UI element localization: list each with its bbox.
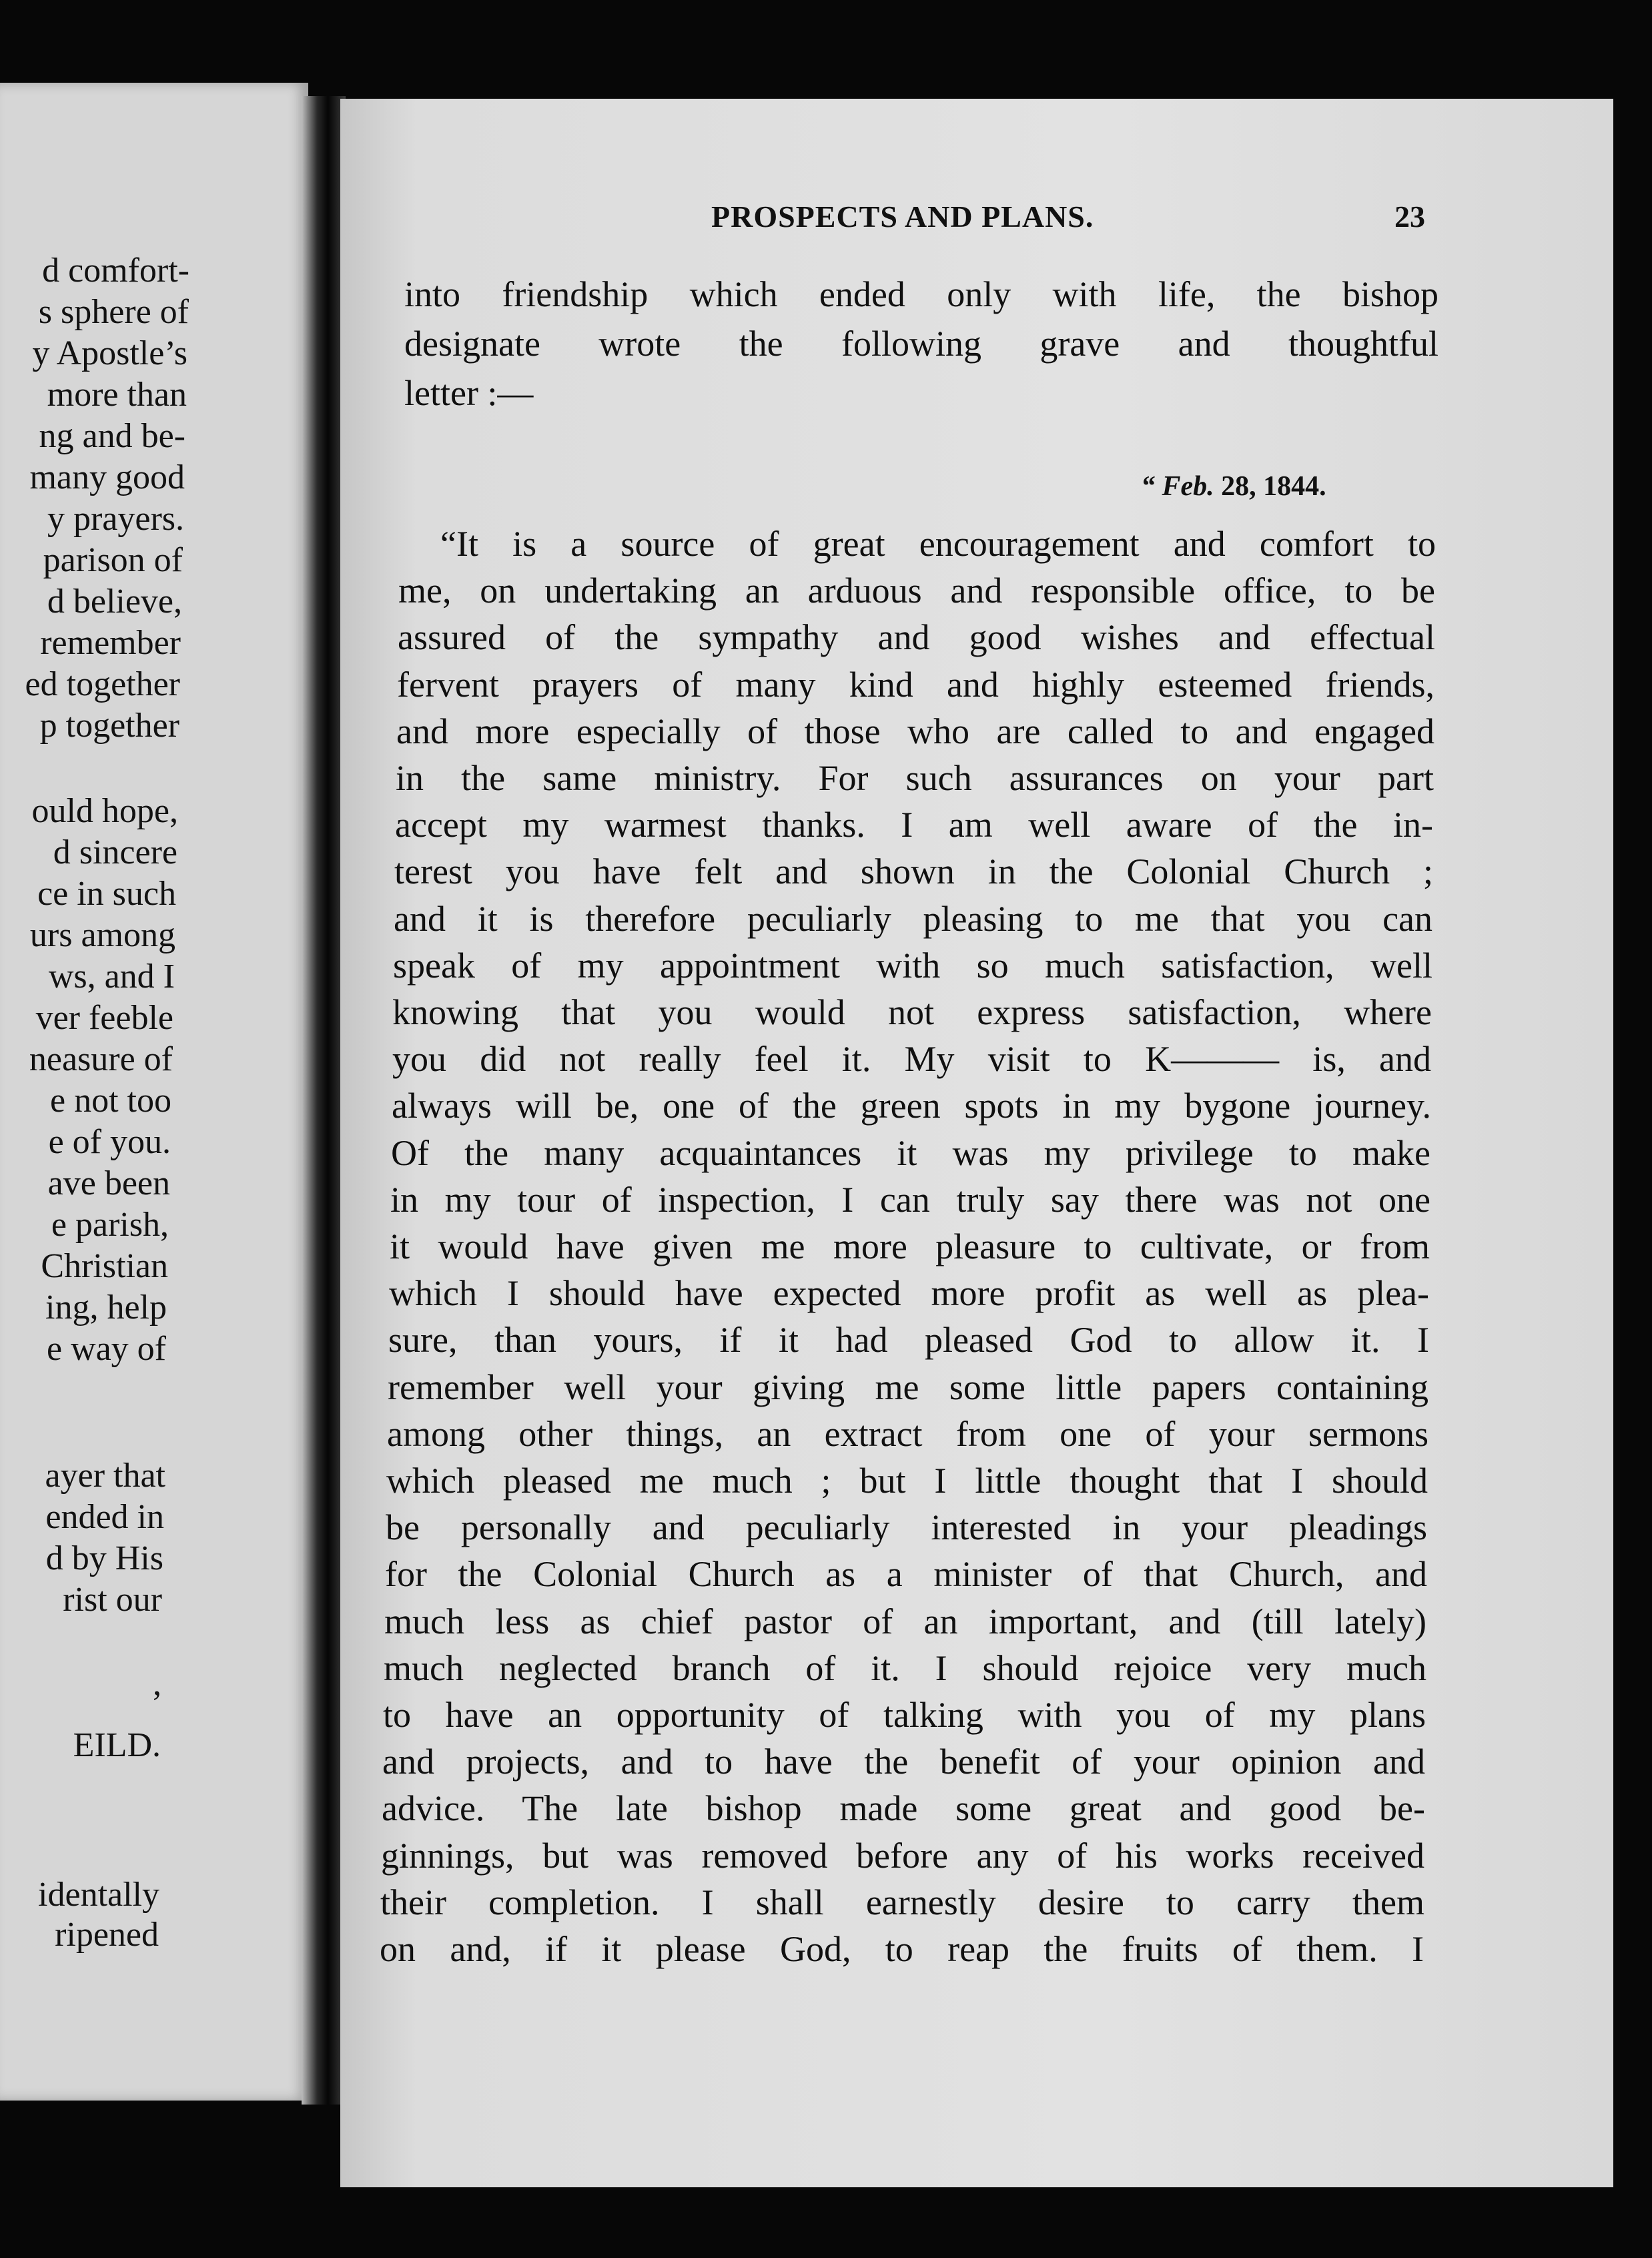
left-page-line: y Apostle’s [32,334,187,372]
left-page-line: more than [47,376,187,414]
letter-line: much neglected branch of it. I should rejoice very much [384,1648,1426,1688]
left-page-line: parison of [43,541,183,579]
left-page-line: s sphere of [38,293,189,331]
left-page-line: p together [39,707,179,745]
letter-line: advice. The late bishop made some great and good be- [382,1788,1425,1828]
left-page-line: e parish, [51,1206,169,1244]
left-page-line: ayer that [45,1457,165,1495]
left-page-line: EILD. [73,1726,161,1764]
left-page-line: d sincere [53,833,177,871]
letter-line: and it is therefore peculiarly pleasing to me that you can [394,899,1432,939]
letter-line: me, on undertaking an arduous and responsible office, to be [398,571,1435,611]
left-page-line: ripened [55,1916,159,1954]
letter-line: and projects, and to have the benefit of your opinion and [382,1742,1425,1782]
letter-line: Of the many acquaintances it was my privilege to make [391,1133,1430,1173]
left-page-line: identally [38,1876,159,1914]
left-page-line: d by His [45,1539,163,1577]
letter-line: remember well your giving me some little papers containing [388,1367,1428,1407]
letter-line: to have an opportunity of talking with you of my plans [383,1695,1426,1735]
left-page-line: e way of [46,1330,166,1368]
letter-line: in my tour of inspection, I can truly say there was not one [390,1180,1430,1220]
letter-line: always will be, one of the green spots in my bygone journey. [392,1086,1431,1126]
left-page-line: ng and be- [39,417,185,455]
letter-line: speak of my appointment with so much satisfaction, well [393,946,1432,986]
letter-line: which I should have expected more profit as well as plea- [389,1273,1429,1313]
left-page-line: , [153,1665,161,1703]
letter-line: and more especially of those who are called to and engaged [396,711,1434,751]
left-page-line: ed together [25,665,180,703]
letter-line: their completion. I shall earnestly desire to carry them [380,1882,1424,1922]
letter-line: “It is a source of great encouragement and comfort to [440,524,1436,564]
letter-line: it would have given me more pleasure to cultivate, or from [390,1226,1430,1266]
left-page-line: d comfort- [42,252,189,290]
letter-line: much less as chief pastor of an important, and (till lately) [384,1601,1426,1641]
book-gutter [302,96,346,2105]
main-page [340,99,1613,2187]
intro-line: into friendship which ended only with life, the bishop [404,274,1438,314]
letter-line: fervent prayers of many kind and highly esteemed friends, [397,665,1434,705]
letter-line: accept my warmest thanks. I am well aware of the in- [395,805,1433,845]
intro-line: designate wrote the following grave and thoughtful [404,324,1438,364]
left-page-line: remember [40,624,181,662]
left-page-line: ended in [45,1498,164,1536]
left-page-line: ver feeble [35,999,173,1037]
left-page-line: ce in such [37,875,176,913]
letter-line: you did not really feel it. My visit to K——— is, and [392,1039,1431,1079]
letter-line: knowing that you would not express satisfaction, where [392,992,1432,1032]
left-page-line: many good [29,458,185,496]
page-number: 23 [1394,200,1425,234]
letter-line: among other things, an extract from one of your sermons [387,1414,1428,1454]
letter-line: sure, than yours, if it had pleased God to allow it. I [388,1320,1429,1360]
left-page-line: e not too [50,1082,171,1120]
left-page-line: ing, help [45,1288,167,1327]
left-page-line: e of you. [48,1123,171,1161]
letter-line: terest you have felt and shown in the Colonial Church ; [394,851,1433,891]
left-facing-page [0,83,308,2101]
left-page-line: neasure of [29,1040,173,1078]
left-page-line: y prayers. [47,500,184,538]
letter-line: be personally and peculiarly interested in your pleadings [386,1507,1427,1547]
left-page-line: Christian [41,1247,168,1285]
left-page-line: ws, and I [48,958,175,996]
left-page-line: ould hope, [31,792,178,830]
left-page-line: ave been [47,1164,170,1202]
dateline-day-year: 28, 1844. [1214,471,1326,502]
dateline-month: “ Feb. [1141,471,1214,502]
letter-line: for the Colonial Church as a minister of that Church, and [385,1554,1427,1594]
intro-line: letter :— [404,373,534,413]
letter-dateline [1141,470,1326,502]
letter-line: in the same ministry. For such assurances on your part [396,758,1434,798]
letter-line: ginnings, but was removed before any of his works received [381,1836,1424,1876]
running-head: PROSPECTS AND PLANS. [711,200,1094,234]
letter-line: which pleased me much ; but I little thought that I should [386,1461,1428,1501]
letter-line: on and, if it please God, to reap the fruits of them. I [380,1929,1424,1969]
left-page-line: d believe, [47,583,182,621]
letter-line: assured of the sympathy and good wishes and effectual [398,617,1435,657]
left-page-line: rist our [63,1581,162,1619]
left-page-line: urs among [29,916,175,954]
